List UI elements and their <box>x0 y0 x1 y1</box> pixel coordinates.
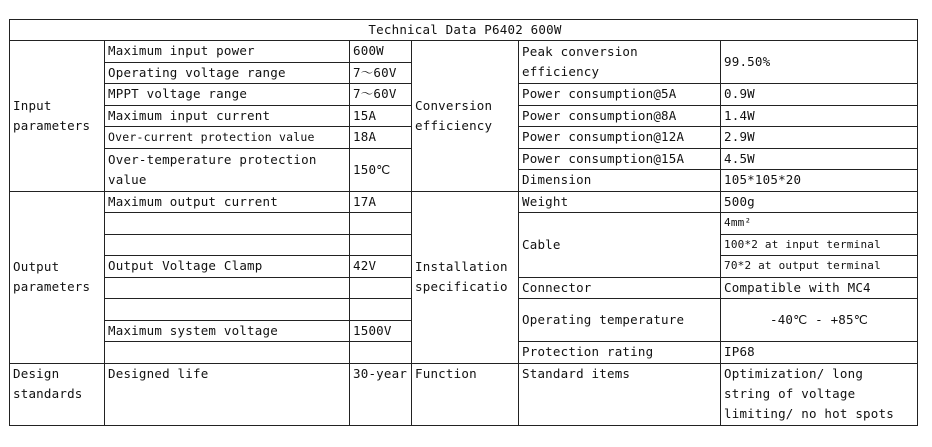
right-value-peak-conversion: 99.50% <box>721 41 918 84</box>
section-installation: Installation specificatio <box>412 191 519 363</box>
right-value-standard-items: Optimization/ long string of voltage limiting/ no hot spots <box>721 363 918 425</box>
output-empty-value <box>350 299 412 321</box>
right-label-standard-items: Standard items <box>519 363 721 425</box>
input-label-overcurrent: Over-current protection value <box>105 127 350 149</box>
output-empty-value <box>350 234 412 256</box>
input-label-max-current: Maximum input current <box>105 105 350 127</box>
right-value-cable-input: 100*2 at input terminal <box>721 234 918 256</box>
input-value-max-power: 600W <box>350 41 412 63</box>
output-empty-label <box>105 234 350 256</box>
input-value-max-current: 15A <box>350 105 412 127</box>
output-label-max-current: Maximum output current <box>105 191 350 213</box>
right-label-cable: Cable <box>519 213 721 278</box>
right-value-pc8: 1.4W <box>721 105 918 127</box>
right-label-op-temp: Operating temperature <box>519 299 721 342</box>
output-value-max-system-voltage: 1500V <box>350 320 412 342</box>
input-label-mppt: MPPT voltage range <box>105 84 350 106</box>
right-label-peak-conversion: Peak conversion efficiency <box>519 41 721 84</box>
output-empty-label <box>105 299 350 321</box>
output-empty-value <box>350 342 412 364</box>
right-label-pc5: Power consumption@5A <box>519 84 721 106</box>
right-value-connector: Compatible with MC4 <box>721 277 918 299</box>
input-label-overtemp: Over-temperature protection value <box>105 148 350 191</box>
output-empty-label <box>105 277 350 299</box>
right-value-cable-output: 70*2 at output terminal <box>721 256 918 278</box>
right-value-pc5: 0.9W <box>721 84 918 106</box>
right-value-protection: IP68 <box>721 342 918 364</box>
right-label-pc15: Power consumption@15A <box>519 148 721 170</box>
output-empty-label <box>105 213 350 235</box>
technical-data-table <box>9 19 918 426</box>
input-label-op-voltage: Operating voltage range <box>105 62 350 84</box>
input-value-overcurrent: 18A <box>350 127 412 149</box>
output-value-max-current: 17A <box>350 191 412 213</box>
right-label-pc12: Power consumption@12A <box>519 127 721 149</box>
right-value-cable-size: 4mm² <box>721 213 918 235</box>
section-output-parameters: Output parameters <box>10 191 105 363</box>
right-value-pc12: 2.9W <box>721 127 918 149</box>
right-label-connector: Connector <box>519 277 721 299</box>
output-empty-value <box>350 277 412 299</box>
output-empty-label <box>105 342 350 364</box>
section-design-standards: Design standards <box>10 363 105 425</box>
input-value-op-voltage: 7～60V <box>350 62 412 84</box>
section-function: Function <box>412 363 519 425</box>
right-value-op-temp: -40℃ - +85℃ <box>721 299 918 342</box>
right-label-dimension: Dimension <box>519 170 721 192</box>
right-value-weight: 500g <box>721 191 918 213</box>
output-value-voltage-clamp: 42V <box>350 256 412 278</box>
output-label-voltage-clamp: Output Voltage Clamp <box>105 256 350 278</box>
table-title: Technical Data P6402 600W <box>10 20 918 41</box>
output-label-max-system-voltage: Maximum system voltage <box>105 320 350 342</box>
output-empty-value <box>350 213 412 235</box>
input-value-mppt: 7～60V <box>350 84 412 106</box>
right-label-pc8: Power consumption@8A <box>519 105 721 127</box>
right-label-weight: Weight <box>519 191 721 213</box>
right-value-dimension: 105*105*20 <box>721 170 918 192</box>
section-input-parameters: Input parameters <box>10 41 105 192</box>
right-label-protection: Protection rating <box>519 342 721 364</box>
input-value-overtemp: 150℃ <box>350 148 412 191</box>
section-conversion-efficiency: Conversion efficiency <box>412 41 519 192</box>
input-label-max-power: Maximum input power <box>105 41 350 63</box>
right-value-pc15: 4.5W <box>721 148 918 170</box>
design-label-life: Designed life <box>105 363 350 425</box>
design-value-life: 30-year <box>350 363 412 425</box>
